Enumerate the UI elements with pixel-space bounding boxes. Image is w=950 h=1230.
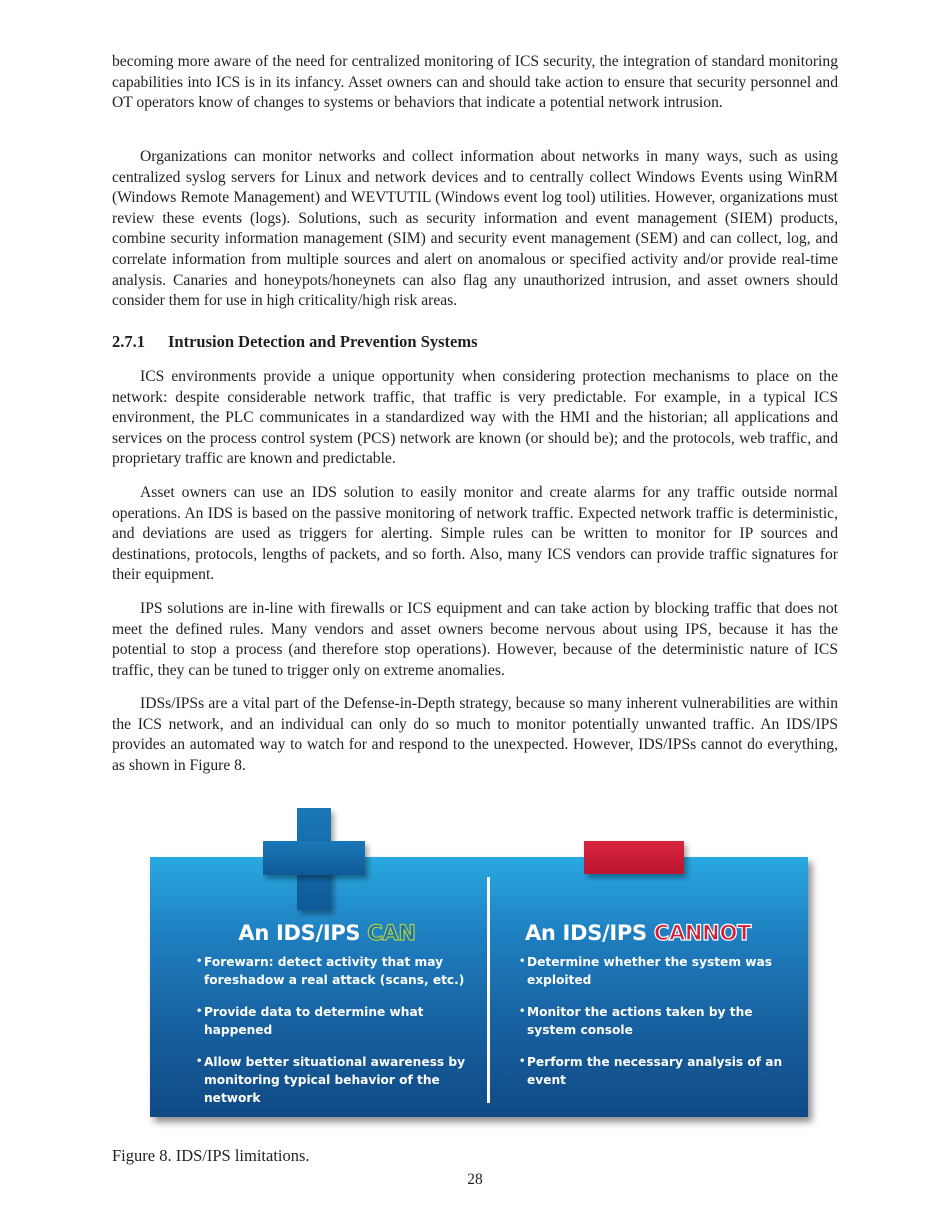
can-column [196,920,486,1121]
cannot-list [519,953,799,1089]
paragraph-text: Asset owners can use an IDS solution to easily monitor and create alarms for any traffic outside normal operations. An IDS is based on the passive monitoring of network traffic. Expected network traffic is deterministic, and deviations are used as triggers for alerting. Simple rules can be written to monitor for IP sources and destinations, protocols, lengths of packets, and so forth. Also, many ICS vendors can provide traffic signatures for their equipment. [112,484,838,584]
paragraph-ips [112,599,838,681]
paragraph-text: Organizations can monitor networks and collect information about networks in many ways, such as using centralized syslog servers for Linux and network devices and to centrally collect Windows Events using WinRM (Windows Remote Management) and WEVTUTIL (Windows event log tool) utilities. However, organizations must review these events (logs). Solutions, such as security information and event management (SIEM) products, combine security information management (SIM) and security event management (SEM) and can collect, log, and correlate information from multiple sources and alert on anomalous or specified activity and/or provide real-time analysis. Canaries and honeypots/honeynets can also flag any unauthorized intrusion, and asset owners should consider them for use in high criticality/high risk areas. [112,148,838,310]
paragraph-text: IPS solutions are in-line with firewalls or ICS equipment and can take action by blocking traffic that does not meet the defined rules. Many vendors and asset owners become nervous about using IPS, because it has the potential to stop a process (and therefore stop operations). However, because of the deterministic nature of ICS traffic, they can be tuned to trigger only on extreme anomalies. [112,600,838,679]
page-number: 28 [467,1171,483,1188]
figure-ids-ips-limitations [150,808,810,1120]
cannot-heading-prefix: An IDS/IPS [524,921,654,945]
paragraph-continued [112,52,838,114]
paragraph-ics-environments [112,367,838,470]
paragraph-ids-ips [112,694,838,776]
list-item: • Provide data to determine what happened [196,1003,486,1039]
list-item: • Allow better situational awareness by monitoring typical behavior of the network [196,1053,486,1107]
can-heading-prefix: An IDS/IPS [238,921,368,945]
can-list [196,953,486,1107]
section-title: Intrusion Detection and Prevention Systems [168,332,478,351]
section-heading [112,331,478,353]
list-item: • Forewarn: detect activity that may foreshadow a real attack (scans, etc.) [196,953,486,989]
list-item: • Monitor the actions taken by the system console [519,1003,799,1039]
cannot-heading-highlight: CANNOT [653,921,752,945]
plus-icon-bar [263,841,365,875]
paragraph-ids [112,483,838,586]
section-number: 2.7.1 [112,332,145,351]
paragraph-text: ICS environments provide a unique opportunity when considering protection mechanisms to place on the network: despite considerable network traffic, that traffic is very predictable. For example, in a typical ICS environment, the PLC communicates in a standardized way with the HMI and the historian; all applications and services on the process control system (PCS) network are known (or should be); and the protocols, web traffic, and proprietary traffic are known and predictable. [112,368,838,468]
can-heading [196,920,458,946]
paragraph-text: IDSs/IPSs are a vital part of the Defense-in-Depth strategy, because so many inherent vulnerabilities are within the ICS network, and an individual can only do so much to monitor potentially unwanted traffic. An IDS/IPS provides an automated way to watch for and respond to the unexpected. However, IDS/IPSs cannot do everything, as shown in Figure 8. [112,695,838,774]
column-divider [487,877,490,1103]
figure-caption: Figure 8. IDS/IPS limitations. [112,1146,310,1165]
list-item: • Perform the necessary analysis of an event [519,1053,799,1089]
paragraph-monitoring [112,147,838,312]
minus-icon [584,841,684,874]
list-item: • Determine whether the system was exploited [519,953,799,989]
cannot-column [519,920,799,1103]
can-heading-highlight: CAN [367,921,416,945]
cannot-heading [519,920,757,946]
paragraph-text: becoming more aware of the need for centralized monitoring of ICS security, the integration of standard monitoring capabilities into ICS is in its infancy. Asset owners can and should take action to ensure that security personnel and OT operators know of changes to systems or behaviors that indicate a potential network intrusion. [112,53,838,112]
